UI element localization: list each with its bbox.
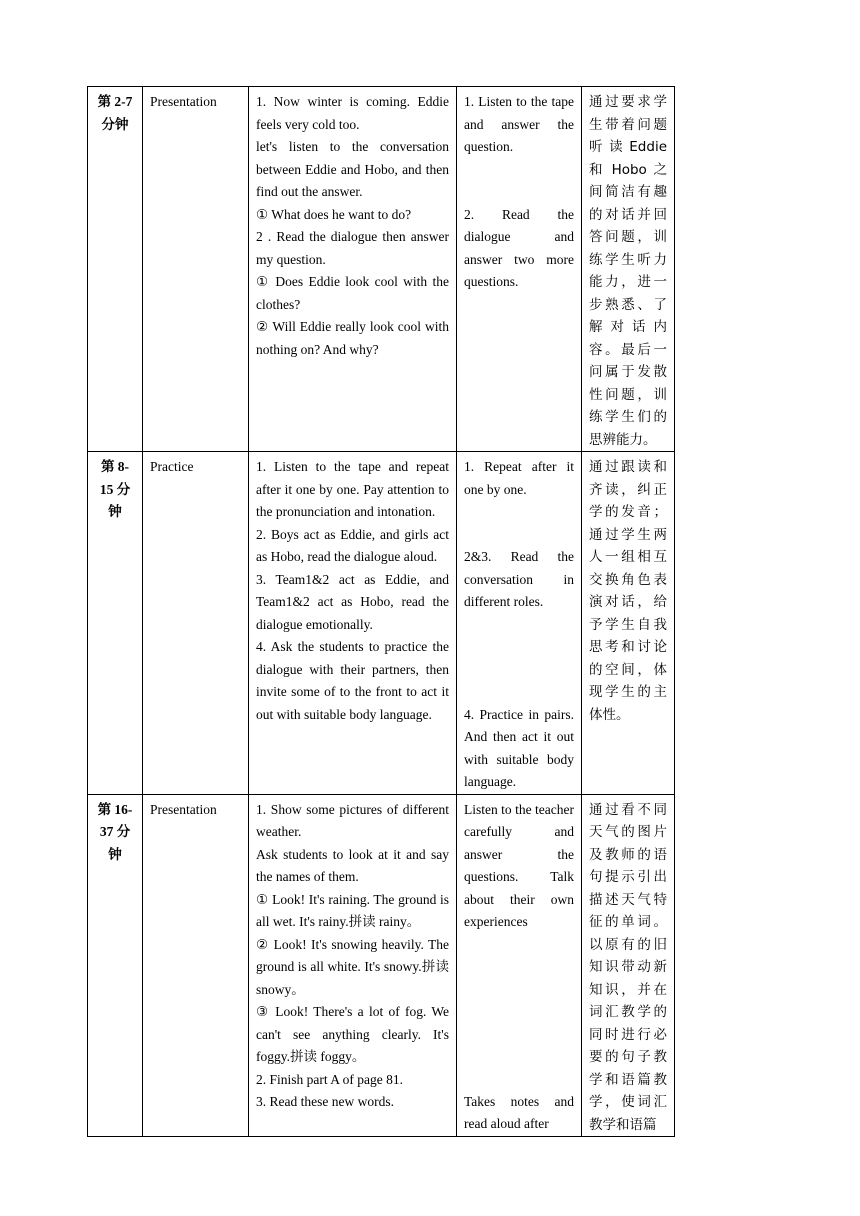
teacher-activity-cell	[249, 794, 457, 1137]
student-activity-cell	[457, 87, 582, 452]
design-purpose-cell: 通过看不同天气的图片及教师的语句提示引出描述天气特征的单词。以原有的旧知识带动新知识，并在词汇教学的同时进行必要的句子教学和语篇教学，使词汇教学和语篇	[582, 794, 675, 1137]
teacher-step: ② Look! It's snowing heavily. The ground is all white. It's snowy.拼读 snowy。	[256, 936, 449, 997]
teacher-activity-cell	[249, 87, 457, 452]
teacher-activity-cell	[249, 452, 457, 795]
table-row	[88, 87, 675, 452]
student-step: 4. Practice in pairs. And then act it out with suitable body language.	[464, 706, 574, 789]
table-row	[88, 794, 675, 1137]
design-purpose-cell: 通过跟读和齐读，纠正学的发音；通过学生两人一组相互交换角色表演对话，给予学生自我思考和讨论的空间，体现学生的主体性。	[582, 452, 675, 795]
teacher-step: 4. Ask the students to practice the dialogue with their partners, then invite some of to the front to act it out with suitable body language.	[256, 639, 449, 722]
teacher-step: 3. Read these new words.	[256, 1094, 394, 1109]
student-activity-cell	[457, 794, 582, 1137]
teacher-step: Ask students to look at it and say the names of them.	[256, 846, 449, 884]
student-step: 2. Read the dialogue and answer two more questions.	[464, 206, 574, 289]
teacher-step: 1. Now winter is coming. Eddie feels very cold too.	[256, 94, 449, 132]
teacher-step: 2. Finish part A of page 81.	[256, 1071, 403, 1087]
time-cell: 第 16-37 分钟	[88, 794, 143, 1137]
teacher-step: ③ Look! There's a lot of fog. We can't see anything clearly. It's foggy.拼读 foggy。	[256, 1004, 449, 1064]
student-activity-cell	[457, 452, 582, 795]
teacher-step: 3. Team1&2 act as Eddie, and Team1&2 act as Hobo, read the dialogue emotionally.	[256, 571, 449, 632]
teacher-step: ① What does he want to do?	[256, 206, 412, 222]
teacher-step: 1. Show some pictures of different weather.	[256, 801, 449, 839]
stage-cell: Presentation	[143, 87, 249, 452]
teacher-step: ① Look! It's raining. The ground is all wet. It's rainy.拼读 rainy。	[256, 891, 449, 929]
stage-cell: Presentation	[143, 794, 249, 1137]
teacher-step: 2 . Read the dialogue then answer my question.	[256, 229, 449, 267]
time-cell: 第 2-7 分钟	[88, 87, 143, 452]
student-step: 2&3. Read the conversation in different roles.	[464, 549, 574, 609]
student-step: Listen to the teacher carefully and answer the questions. Talk about their own experiences	[464, 801, 574, 929]
design-purpose-cell: 通过要求学生带着问题听 读 Eddie 和 Hobo 之间简洁有趣的对话并回答问题，训练学生听力能力，进一步熟悉、了解对话内容。最后一问属于发散性问题，训练学生们的思辨能力。	[582, 87, 675, 452]
table-row	[88, 452, 675, 795]
student-step: 1. Repeat after it one by one.	[464, 459, 574, 497]
student-step: 1. Listen to the tape and answer the question.	[464, 94, 574, 154]
teacher-step: 2. Boys act as Eddie, and girls act as Hobo, read the dialogue aloud.	[256, 526, 449, 564]
teacher-step: 1. Listen to the tape and repeat after it one by one. Pay attention to the pronunciation and intonation.	[256, 459, 449, 519]
teacher-step: ① Does Eddie look cool with the clothes?	[256, 274, 449, 312]
stage-cell: Practice	[143, 452, 249, 795]
student-step: Takes notes and read aloud after	[464, 1093, 574, 1131]
teacher-step: ② Will Eddie really look cool with nothing on? And why?	[256, 319, 449, 357]
lesson-plan-table	[87, 86, 675, 1137]
time-cell: 第 8-15 分钟	[88, 452, 143, 795]
teacher-step: let's listen to the conversation between Eddie and Hobo, and then find out the answer.	[256, 139, 449, 199]
